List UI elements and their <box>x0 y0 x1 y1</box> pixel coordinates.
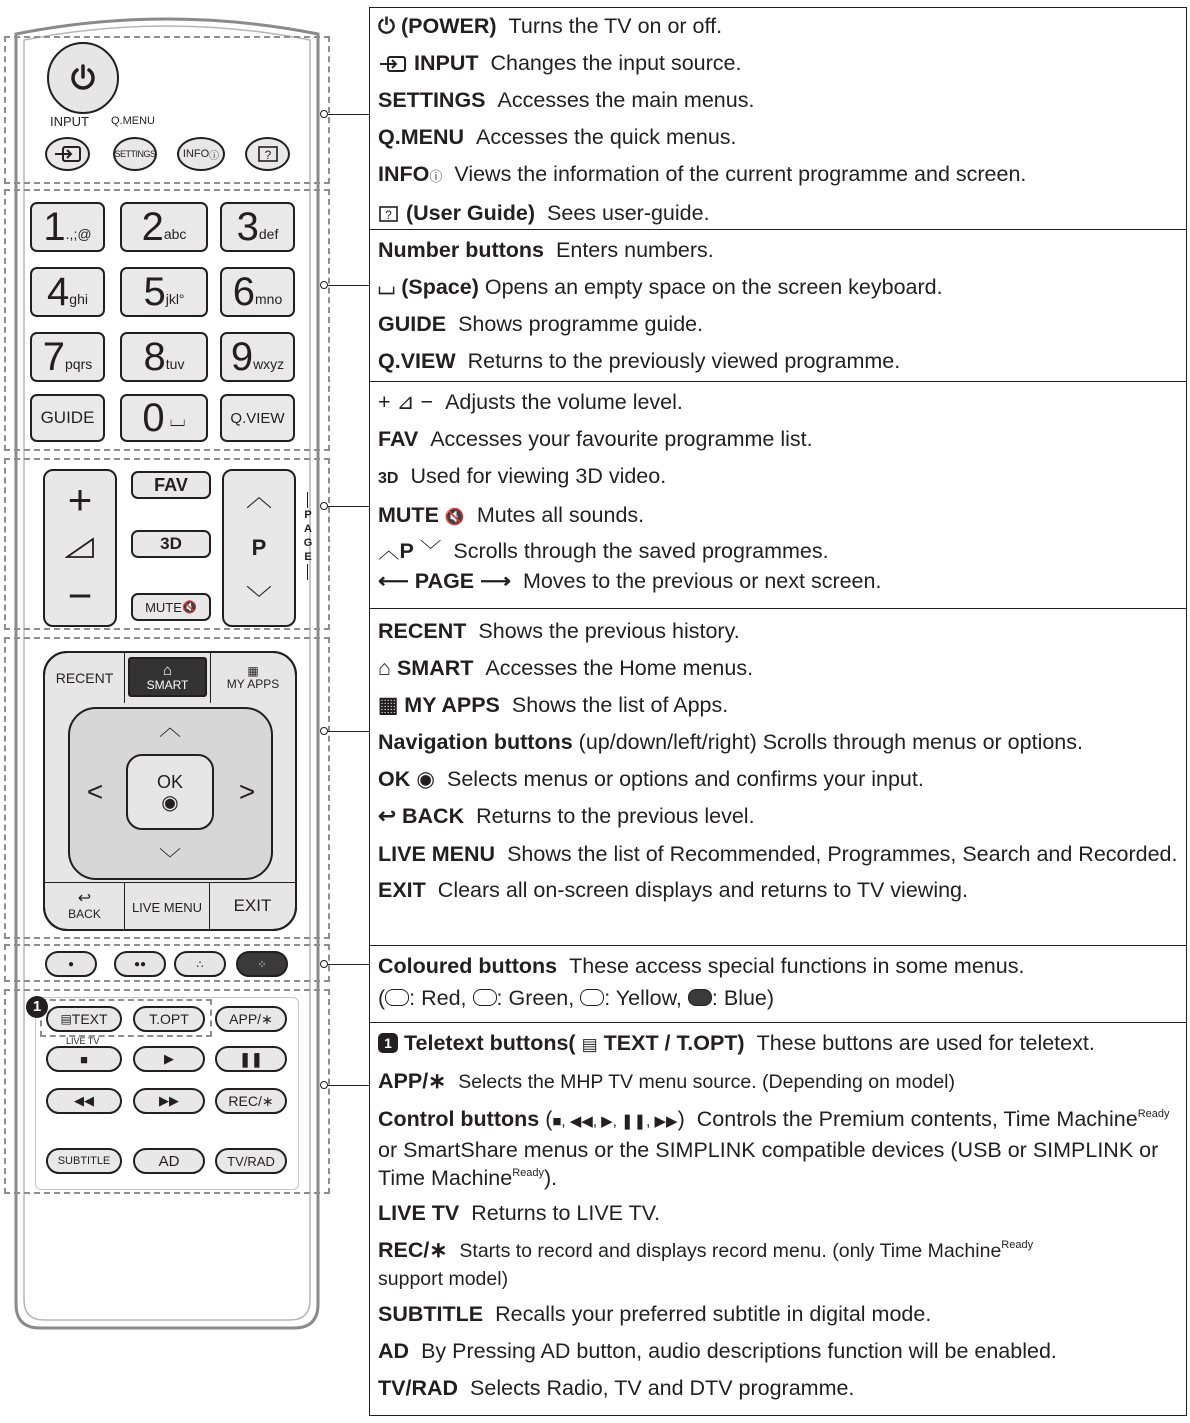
page-right-arrow-icon: ⟶ <box>474 569 511 593</box>
desc-row-input <box>378 45 1186 82</box>
desc-term: SMART <box>396 656 474 680</box>
desc-term: AD <box>378 1339 410 1363</box>
desc-term: PAGE <box>414 569 475 593</box>
desc-row-3d <box>378 458 1186 497</box>
page-side-labels <box>302 492 314 580</box>
page-letter: A <box>304 523 312 535</box>
volume-up-icon: + <box>67 476 93 523</box>
red-button[interactable] <box>45 951 97 977</box>
desc-term: Q.VIEW <box>378 349 456 373</box>
number-key-digit: 8 <box>143 335 165 379</box>
number-key-letters: def <box>258 226 279 242</box>
yellow-key-icon <box>580 989 604 1006</box>
desc-row-my-apps <box>378 687 1186 724</box>
desc-row-guide <box>378 306 1186 343</box>
space-icon: ⌴ <box>169 408 186 431</box>
ready-superscript: Ready <box>1137 1108 1170 1120</box>
desc-row-live-menu <box>378 835 1186 872</box>
desc-term: Q.MENU <box>378 125 464 149</box>
desc-text: Accesses the quick menus. <box>476 125 737 149</box>
desc-row-power <box>378 8 1186 45</box>
teletext-number-badge: 1 <box>378 1033 398 1053</box>
desc-term: INPUT <box>413 51 479 75</box>
desc-row-mute <box>378 497 1186 536</box>
desc-text: Returns to the previous level. <box>476 804 755 828</box>
qmenu-label: Q.MENU <box>111 115 155 127</box>
user-guide-icon <box>257 145 279 163</box>
guide-button[interactable] <box>30 394 105 442</box>
rewind-icon: ◀◀ <box>74 1093 94 1108</box>
desc-term: Navigation buttons <box>378 730 573 754</box>
desc-row-live-tv <box>378 1195 1186 1232</box>
desc-row-fav <box>378 421 1186 458</box>
ready-superscript: Ready <box>512 1167 545 1179</box>
desc-term: TEXT / T.OPT) <box>603 1031 745 1055</box>
desc-text: ). <box>544 1166 558 1190</box>
app-button[interactable] <box>215 1006 287 1032</box>
ok-button-label: OK <box>156 771 183 792</box>
desc-term: (User Guide) <box>405 201 536 225</box>
desc-row-navigation <box>378 724 1186 761</box>
back-arrow-icon: ↩ <box>77 890 92 907</box>
desc-term: SETTINGS <box>378 88 486 112</box>
topt-button[interactable] <box>133 1006 205 1032</box>
desc-text: Selects menus or options and confirms your input. <box>447 767 924 791</box>
input-icon <box>54 145 82 163</box>
desc-term: Teletext buttons( <box>403 1031 576 1055</box>
desc-term: SUBTITLE <box>378 1302 484 1326</box>
input-icon <box>378 55 408 73</box>
number-key-digit: 9 <box>230 335 253 379</box>
desc-text: : Yellow, <box>604 986 682 1010</box>
apps-grid-icon: ▦ <box>378 693 405 717</box>
desc-row-qview <box>378 343 1186 380</box>
ready-superscript: Ready <box>1001 1239 1034 1251</box>
user-guide-icon <box>378 205 400 223</box>
fav-button-label: FAV <box>154 474 188 495</box>
desc-text: By Pressing AD button, audio descriptions function will be enabled. <box>421 1339 1057 1363</box>
tvrad-button-label: TV/RAD <box>227 1153 275 1169</box>
number-key-digit: 4 <box>47 270 69 314</box>
page-left-arrow-icon: ⟵ <box>378 569 415 593</box>
live-menu-button[interactable] <box>125 882 210 931</box>
recent-button-label: RECENT <box>55 670 114 686</box>
desc-row-number-buttons <box>378 232 1186 269</box>
info-button[interactable] <box>177 137 225 171</box>
button-description-table <box>369 7 1187 1416</box>
desc-text: These buttons are used for teletext. <box>756 1031 1095 1055</box>
desc-term: Coloured buttons <box>378 954 558 978</box>
desc-text: Recalls your preferred subtitle in digital mode. <box>495 1302 932 1326</box>
nav-right-button[interactable] <box>232 774 262 810</box>
number-key-5[interactable] <box>120 267 208 317</box>
desc-text: Controls the Premium contents, Time Machine <box>696 1107 1138 1131</box>
red-key-icon <box>385 989 409 1006</box>
qview-button-label: Q.VIEW <box>230 409 285 427</box>
stop-icon: ■ <box>80 1051 88 1067</box>
callout-dot-5 <box>320 960 328 968</box>
number-key-8[interactable] <box>120 332 208 382</box>
mute-icon: 🔇 <box>181 600 197 614</box>
callout-dot-3 <box>320 502 328 510</box>
desc-row-qmenu <box>378 119 1186 156</box>
desc-row-tvrad <box>378 1370 1186 1407</box>
desc-term: Number buttons <box>378 238 545 262</box>
desc-term: GUIDE <box>378 312 447 336</box>
page-letter: P <box>304 509 312 521</box>
callout-dot-2 <box>320 281 328 289</box>
blue-dot-icon: ⁘ <box>257 958 267 971</box>
stop-live-tv-button[interactable] <box>46 1046 122 1072</box>
desc-text: Accesses your favourite programme list. <box>430 427 813 451</box>
desc-term: + ⊿ − <box>378 390 434 414</box>
callout-line-6 <box>328 1085 369 1086</box>
settings-button-label: SETTINGS <box>114 149 156 159</box>
desc-term: EXIT <box>378 878 426 902</box>
ok-target-icon: ◉ <box>161 791 179 814</box>
text-button[interactable] <box>46 1006 122 1032</box>
my-apps-button-label: MY APPS <box>226 677 280 691</box>
number-key-letters: pqrs <box>65 356 93 372</box>
topt-button-label: T.OPT <box>149 1011 189 1027</box>
green-button[interactable] <box>114 951 166 977</box>
desc-text: (up/down/left/right) Scrolls through menus or options. <box>578 730 1083 754</box>
page-up-line <box>307 492 314 508</box>
programme-down-icon: ﹀ <box>245 584 272 615</box>
number-key-digit: 0 <box>142 396 164 440</box>
back-button[interactable] <box>43 882 125 931</box>
desc-text: Selects Radio, TV and DTV programme. <box>470 1376 855 1400</box>
callout-line-2 <box>328 285 369 286</box>
pause-button[interactable] <box>215 1046 287 1072</box>
power-icon <box>68 63 98 93</box>
control-icons: ■, ◀◀, ▶, ❚❚, ▶▶ <box>552 1113 678 1130</box>
ad-button-label: AD <box>158 1152 180 1170</box>
desc-text: Views the information of the current programme and screen. <box>454 162 1027 186</box>
desc-term: 3D <box>378 470 399 487</box>
smart-button-label: SMART <box>146 677 189 692</box>
fast-forward-button[interactable] <box>133 1088 205 1114</box>
section-coloured-buttons <box>370 945 1186 1022</box>
red-dot-icon: ● <box>67 958 75 970</box>
desc-row-settings <box>378 82 1186 119</box>
desc-row-ok <box>378 761 1186 798</box>
mute-button-label: MUTE <box>145 599 182 615</box>
desc-text: Shows the previous history. <box>478 619 740 643</box>
input-label: INPUT <box>50 114 89 129</box>
desc-text: Used for viewing 3D video. <box>410 464 667 488</box>
desc-row-space <box>378 269 1186 306</box>
number-key-3[interactable] <box>220 202 295 252</box>
teletext-number-badge: 1 <box>26 996 48 1018</box>
page-letter: E <box>304 551 312 563</box>
desc-term: APP/∗ <box>378 1069 447 1093</box>
desc-row-page <box>378 566 1186 596</box>
number-key-6[interactable] <box>220 267 295 317</box>
callout-line-4 <box>328 731 369 732</box>
desc-text: or SmartShare menus or the SIMPLINK compatible devices (USB or SIMPLINK or Time Machine <box>378 1138 1159 1190</box>
nav-left-button[interactable] <box>80 774 110 810</box>
fast-forward-icon: ▶▶ <box>159 1093 179 1108</box>
desc-text: Selects the MHP TV menu source. (Depending on model) <box>458 1071 955 1093</box>
home-icon: ⌂ <box>378 656 397 680</box>
nav-up-button[interactable] <box>150 712 190 740</box>
section-volume-programme <box>370 381 1186 608</box>
desc-term: BACK <box>402 804 465 828</box>
callout-line-3 <box>328 506 369 507</box>
desc-row-control: Control buttons (■, ◀◀, ▶, ❚❚, ▶▶) Controls the Premium contents, Time Machine$^{Ready}$ or SmartShare menus or the SIMPLINK compatible devices (USB or SIMPLINK or Time Machine$^{Ready}$). <box>378 1107 1170 1190</box>
rewind-button[interactable] <box>46 1088 122 1114</box>
settings-button[interactable] <box>113 137 157 171</box>
power-icon: ⏻ <box>378 14 401 38</box>
text-icon: ▤ <box>581 1035 598 1054</box>
3d-button-label: 3D <box>160 534 182 553</box>
desc-text: Changes the input source. <box>490 51 742 75</box>
fav-button[interactable] <box>131 471 211 499</box>
qview-button[interactable] <box>220 394 295 442</box>
desc-text: Scrolls through the saved programmes. <box>453 539 829 563</box>
pause-icon: ❚❚ <box>239 1050 263 1067</box>
desc-row-exit <box>378 872 1186 909</box>
play-icon: ▶ <box>164 1051 174 1066</box>
desc-term: MUTE <box>378 503 439 527</box>
callout-line-1 <box>328 114 369 115</box>
live-tv-label: LIVE TV <box>66 1036 100 1046</box>
space-icon: ⌴ <box>378 275 402 299</box>
number-key-9[interactable] <box>220 332 295 382</box>
desc-text: : Green, <box>496 986 575 1010</box>
home-icon: ⌂ <box>162 661 173 679</box>
my-apps-button[interactable] <box>210 651 297 703</box>
number-key-7[interactable] <box>30 332 105 382</box>
number-key-letters: tuv <box>165 356 185 372</box>
ok-button[interactable] <box>126 754 214 830</box>
desc-text: Adjusts the volume level. <box>445 390 683 414</box>
apps-grid-icon: ▦ <box>247 664 259 678</box>
chevron-up-icon: ︿ <box>378 539 400 563</box>
desc-text: : Blue) <box>711 986 775 1010</box>
svg-text:?: ? <box>264 148 271 162</box>
number-key-digit: 6 <box>232 270 254 314</box>
desc-row-user-guide <box>378 195 1186 232</box>
info-icon: ⓘ <box>429 169 443 184</box>
desc-row-rec <box>378 1232 1186 1296</box>
desc-row-colour-list: ( : Red, : Green, : Yellow, : Blue) <box>378 986 775 1010</box>
number-key-letters: abc <box>163 226 187 242</box>
ad-button[interactable] <box>133 1148 205 1174</box>
desc-row-app <box>378 1063 1186 1101</box>
blue-key-icon <box>688 989 712 1006</box>
callout-dot-6 <box>320 1081 328 1089</box>
section-smart-navigation <box>370 608 1186 945</box>
back-arrow-icon: ↩ <box>378 804 402 828</box>
chevron-right-icon: > <box>238 776 256 807</box>
desc-text: Returns to the previously viewed programme. <box>467 349 901 373</box>
desc-term: REC/∗ <box>378 1238 448 1262</box>
number-key-2[interactable] <box>120 202 208 252</box>
desc-term: OK <box>378 767 411 791</box>
number-key-letters: wxyz <box>253 356 285 372</box>
yellow-dot-icon: ∴ <box>196 958 204 971</box>
desc-text: Turns the TV on or off. <box>508 14 723 38</box>
number-key-letters: mno <box>255 291 283 307</box>
desc-text: Mutes all sounds. <box>476 503 645 527</box>
number-key-letters: jkl° <box>165 291 185 307</box>
chevron-down-icon: ﹀ <box>419 539 442 563</box>
remote-control-illustration <box>10 14 324 1332</box>
volume-down-icon: − <box>67 572 93 619</box>
page-down-line <box>307 564 314 580</box>
desc-text: : Red, <box>409 986 467 1010</box>
desc-row-teletext <box>378 1025 1186 1063</box>
smart-button[interactable] <box>128 657 207 697</box>
page-letter: G <box>303 537 313 549</box>
callout-dot-1 <box>320 110 328 118</box>
desc-row-recent <box>378 613 1186 650</box>
number-key-letters: .,;@ <box>65 226 92 242</box>
programme-rocker[interactable] <box>222 469 296 627</box>
recent-button[interactable] <box>43 651 125 703</box>
desc-text: These access special functions in some menus. <box>569 954 1025 978</box>
chevron-up-icon: ︿ <box>158 714 181 740</box>
nav-down-button[interactable] <box>150 844 190 872</box>
desc-text: Enters numbers. <box>556 238 714 262</box>
number-key-digit: 1 <box>43 205 65 249</box>
rec-button[interactable] <box>215 1088 287 1114</box>
desc-text: Shows the list of Apps. <box>511 693 729 717</box>
live-menu-button-label: LIVE MENU <box>131 899 203 915</box>
number-key-digit: 2 <box>141 205 163 249</box>
number-key-digit: 5 <box>143 270 165 314</box>
desc-row-smart <box>378 650 1186 687</box>
mute-icon: 🔇 <box>444 509 465 526</box>
desc-row-ad <box>378 1333 1186 1370</box>
desc-text: Sees user-guide. <box>547 201 710 225</box>
desc-term: FAV <box>378 427 419 451</box>
section-number-buttons <box>370 229 1186 381</box>
desc-text: Returns to LIVE TV. <box>471 1201 661 1225</box>
number-key-4[interactable] <box>30 267 105 317</box>
exit-button-label: EXIT <box>233 896 272 915</box>
desc-text: Opens an empty space on the screen keyboard. <box>484 275 943 299</box>
number-key-letters: ghi <box>69 291 88 307</box>
desc-term: TV/RAD <box>378 1376 459 1400</box>
info-icon: ⓘ <box>209 150 220 162</box>
volume-rocker[interactable] <box>43 469 117 627</box>
chevron-left-icon: < <box>86 776 104 807</box>
desc-term: (Space) <box>401 275 479 299</box>
section-power-input <box>370 8 1186 229</box>
desc-text: support model) <box>378 1268 509 1290</box>
blue-button[interactable] <box>236 951 288 977</box>
info-button-label: INFO <box>182 148 210 160</box>
desc-term: (POWER) <box>400 14 497 38</box>
green-dot-icon: ●● <box>133 958 147 970</box>
green-key-icon <box>473 989 497 1006</box>
desc-term: MY APPS <box>404 693 500 717</box>
desc-text: Starts to record and displays record menu. (only Time Machine <box>459 1240 1002 1262</box>
app-button-label: APP/∗ <box>229 1010 273 1027</box>
programme-up-icon: ︿ <box>245 481 272 512</box>
number-key-digit: 7 <box>42 335 64 379</box>
user-guide-button[interactable] <box>245 137 290 171</box>
desc-row-subtitle <box>378 1296 1186 1333</box>
number-key-1[interactable] <box>30 202 105 252</box>
desc-text: Accesses the Home menus. <box>485 656 754 680</box>
3d-button[interactable] <box>131 530 211 558</box>
chevron-down-icon: ﹀ <box>158 846 181 872</box>
desc-term: INFO <box>378 162 430 186</box>
svg-text:?: ? <box>385 208 392 223</box>
desc-term: LIVE TV <box>378 1201 460 1225</box>
rec-button-label: REC/∗ <box>228 1092 274 1109</box>
exit-button[interactable] <box>210 882 297 931</box>
desc-row-programme <box>378 536 1186 566</box>
volume-icon <box>65 537 95 559</box>
callout-dot-4 <box>320 727 328 735</box>
desc-text: Shows the list of Recommended, Programmes, Search and Recorded. <box>507 842 1178 866</box>
desc-term: P <box>399 539 414 563</box>
desc-term: LIVE MENU <box>378 842 496 866</box>
subtitle-button-label: SUBTITLE <box>57 1155 111 1167</box>
subtitle-button[interactable] <box>46 1148 122 1174</box>
input-button[interactable] <box>45 137 90 171</box>
desc-text: Clears all on-screen displays and returns to TV viewing. <box>437 878 968 902</box>
section-teletext-control <box>370 1022 1186 1417</box>
desc-row-back <box>378 798 1186 835</box>
desc-row-coloured <box>378 950 1186 982</box>
ok-target-icon: ◉ <box>416 767 435 791</box>
text-button-label: TEXT <box>71 1011 108 1027</box>
programme-label: P <box>251 534 267 560</box>
play-button[interactable] <box>133 1046 205 1072</box>
desc-row-info <box>378 156 1186 195</box>
desc-term: Control buttons <box>378 1107 540 1131</box>
guide-button-label: GUIDE <box>40 408 95 427</box>
power-button[interactable] <box>47 42 119 114</box>
callout-line-5 <box>328 964 369 965</box>
desc-term: RECENT <box>378 619 467 643</box>
tvrad-button[interactable] <box>215 1148 287 1174</box>
desc-text: Shows programme guide. <box>458 312 704 336</box>
number-key-digit: 3 <box>236 205 258 249</box>
text-icon: ▤ <box>60 1012 72 1026</box>
desc-row-volume <box>378 384 1186 421</box>
desc-text: Accesses the main menus. <box>497 88 755 112</box>
back-button-label: BACK <box>68 907 101 921</box>
desc-text: Moves to the previous or next screen. <box>522 569 882 593</box>
yellow-button[interactable] <box>174 951 226 977</box>
mute-button[interactable] <box>131 593 211 621</box>
number-key-0-space[interactable] <box>120 394 208 442</box>
